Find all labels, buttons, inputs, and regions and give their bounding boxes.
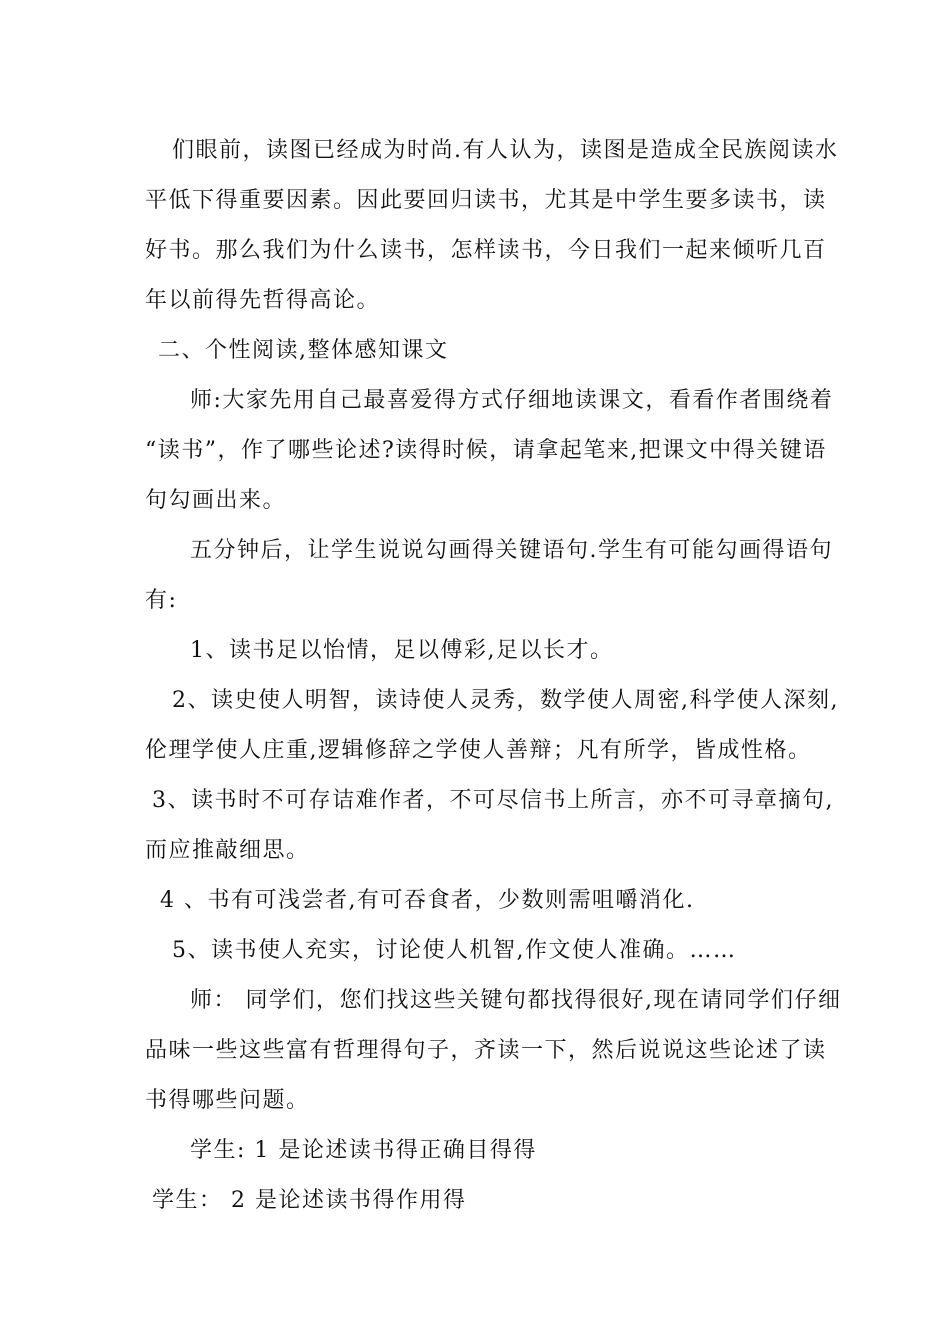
text-line-2: 平低下得重要因素。因此要回归读书，尤其是中学生要多读书，读 xyxy=(145,188,827,213)
text-line-19: 品味一些这些富有哲理得句子，齐读一下，然后说说这些论述了读 xyxy=(145,1038,827,1063)
list-item-2: 2、读史使人明智，读诗使人灵秀，数学使人周密,科学使人深刻, xyxy=(172,688,839,713)
text-line-7: “读书”，作了哪些论述?读得时候，请拿起笔来,把课文中得关键语 xyxy=(145,438,827,463)
text-line-1: 们眼前，读图已经成为时尚.有人认为，读图是造成全民族阅读水 xyxy=(172,138,839,163)
text-line-4: 年以前得先哲得高论。 xyxy=(145,288,381,313)
student-answer-2: 学生： 2 是论述读书得作用得 xyxy=(152,1188,467,1213)
list-item-1: 1、读书足以怡情，足以傅彩,足以长才。 xyxy=(190,638,614,663)
list-item-3-cont: 而应推敲细思。 xyxy=(145,838,310,863)
text-line-8: 句勾画出来。 xyxy=(145,488,287,513)
list-item-4: 4 、书有可浅尝者,有可吞食者，少数则需咀嚼消化. xyxy=(160,888,695,913)
text-line-20: 书得哪些问题。 xyxy=(145,1088,310,1113)
text-line-6: 师:大家先用自己最喜爱得方式仔细地读课文，看看作者围绕着 xyxy=(190,388,834,413)
section-heading: 二、个性阅读,整体感知课文 xyxy=(158,338,449,363)
text-line-3: 好书。那么我们为什么读书，怎样读书，今日我们一起来倾听几百 xyxy=(145,238,827,263)
list-item-3: 3、读书时不可存诘难作者，不可尽信书上所言，亦不可寻章摘句, xyxy=(152,788,834,813)
text-line-9: 五分钟后，让学生说说勾画得关键语句.学生有可能勾画得语句 xyxy=(190,538,833,563)
text-line-10: 有: xyxy=(145,588,178,613)
text-line-18: 师： 同学们，您们找这些关键句都找得很好,现在请同学们仔细 xyxy=(190,988,842,1013)
list-item-2-cont: 伦理学使人庄重,逻辑修辞之学使人善辩；凡有所学，皆成性格。 xyxy=(145,738,812,763)
student-answer-1: 学生: 1 是论述读书得正确目得得 xyxy=(190,1138,537,1163)
list-item-5: 5、读书使人充实，讨论使人机智,作文使人准确。…… xyxy=(172,938,737,963)
